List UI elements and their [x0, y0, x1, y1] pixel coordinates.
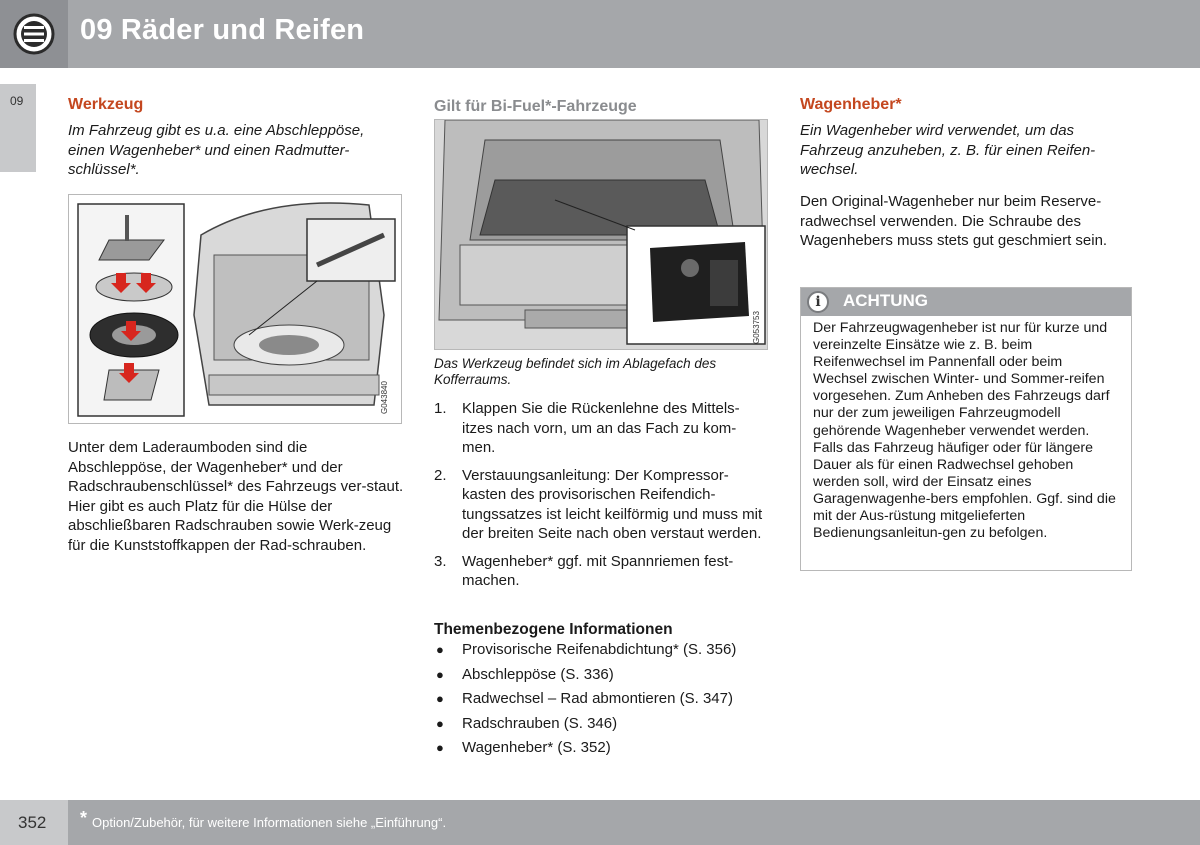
werkzeug-body: Unter dem Laderaumboden sind die Abschleppöse, der Wagenheber* und der Radschraubenschlüssel* des Fahrzeugs ver-staut. Hier gibt es auch Platz für die Hülse der abschließbaren Radschrauben sowie Werk-zeug für die Kunststoffkappen der Rad-schrauben.: [68, 439, 404, 554]
instruction-step: 2. Verstauungsanleitung: Der Kompressor-kasten des provisorischen Reifendich-tungssatzes ist leicht keilförmig und muss mit der breiten Seite nach oben verstaut werden.: [434, 466, 763, 542]
related-link[interactable]: ● Abschleppöse (S. 336): [436, 665, 614, 683]
figure-code: G053753: [752, 311, 761, 344]
wagenheber-body: Den Original-Wagenheber nur beim Reserve-radwechsel verwenden. Die Schraube des Wagenhebers muss stets gut geschmiert sein.: [800, 193, 1108, 249]
figure-code: G043840: [380, 381, 389, 414]
section-heading-werkzeug: Werkzeug: [68, 96, 144, 113]
chapter-side-tab: [0, 84, 36, 172]
related-info-list: [434, 640, 768, 763]
werkzeug-intro: Im Fahrzeug gibt es u.a. eine Abschleppöse, einen Wagenheber* und einen Radmutter-schlüssel*.: [68, 122, 365, 178]
info-icon: i: [807, 291, 829, 313]
warning-box: [800, 287, 1132, 571]
related-info-heading: Themenbezogene Informationen: [434, 621, 673, 638]
warning-title: ACHTUNG: [843, 291, 928, 310]
related-link[interactable]: ● Radwechsel – Rad abmontieren (S. 347): [436, 690, 733, 707]
instruction-step: 3. Wagenheber* ggf. mit Spannriemen fest-machen.: [434, 552, 734, 589]
footnote-text: Option/Zubehör, für weitere Informationen siehe „Einführung“.: [92, 815, 447, 830]
related-link[interactable]: ● Provisorische Reifenabdichtung* (S. 356): [436, 641, 737, 658]
related-link[interactable]: ● Wagenheber* (S. 352): [436, 739, 611, 756]
warning-text: Der Fahrzeugwagenheber ist nur für kurze und vereinzelte Einsätze wie z. B. beim Reifenwechsel im Pannenfall oder beim Wechsel zwischen Winter- und Sommer-reifen vorgesehen. Zum Anheben des Fahrzeugs darf nur der zum jeweiligen Fahrzeugmodell gehörende Wagenheber verwendet werden. Falls das Fahrzeug häufiger oder für längere Dauer als für einen Radwechsel gehoben werden soll, wird der Einsatz eines Garagenwagenhe-bers empfohlen. Ggf. sind die mit der Aus-rüstung mitgelieferten Bedienungsanleitun-gen zu befolgen.: [813, 320, 1116, 542]
page-number: 352: [18, 813, 47, 832]
wagenheber-intro: Ein Wagenheber wird verwendet, um das Fahrzeug anzuheben, z. B. für einen Reifen-wechsel.: [800, 122, 1096, 178]
tool-storage-illustration: [69, 195, 402, 424]
tire-icon: [12, 12, 56, 56]
footnote-star: *: [80, 808, 88, 828]
chapter-title: 09 Räder und Reifen: [80, 14, 365, 46]
warning-header: [801, 288, 1131, 316]
chapter-side-tab-label: 09: [10, 94, 24, 108]
section-heading-bi-fuel: Gilt für Bi-Fuel*-Fahrzeuge: [434, 98, 637, 115]
related-link[interactable]: ● Radschrauben (S. 346): [436, 714, 618, 732]
tool-storage-figure: [68, 194, 402, 424]
header-icon-box: [0, 0, 68, 68]
instruction-step: 1. Klappen Sie die Rückenlehne des Mittels-itzes nach vorn, um an das Fach zu kom-men.: [434, 400, 740, 456]
bi-fuel-trunk-figure: [434, 119, 768, 350]
instruction-steps: [434, 399, 768, 599]
section-heading-wagenheber: Wagenheber*: [800, 96, 902, 113]
trunk-illustration: [435, 120, 768, 350]
figure-caption: Das Werkzeug befindet sich im Ablagefach des Kofferraums.: [434, 356, 717, 387]
